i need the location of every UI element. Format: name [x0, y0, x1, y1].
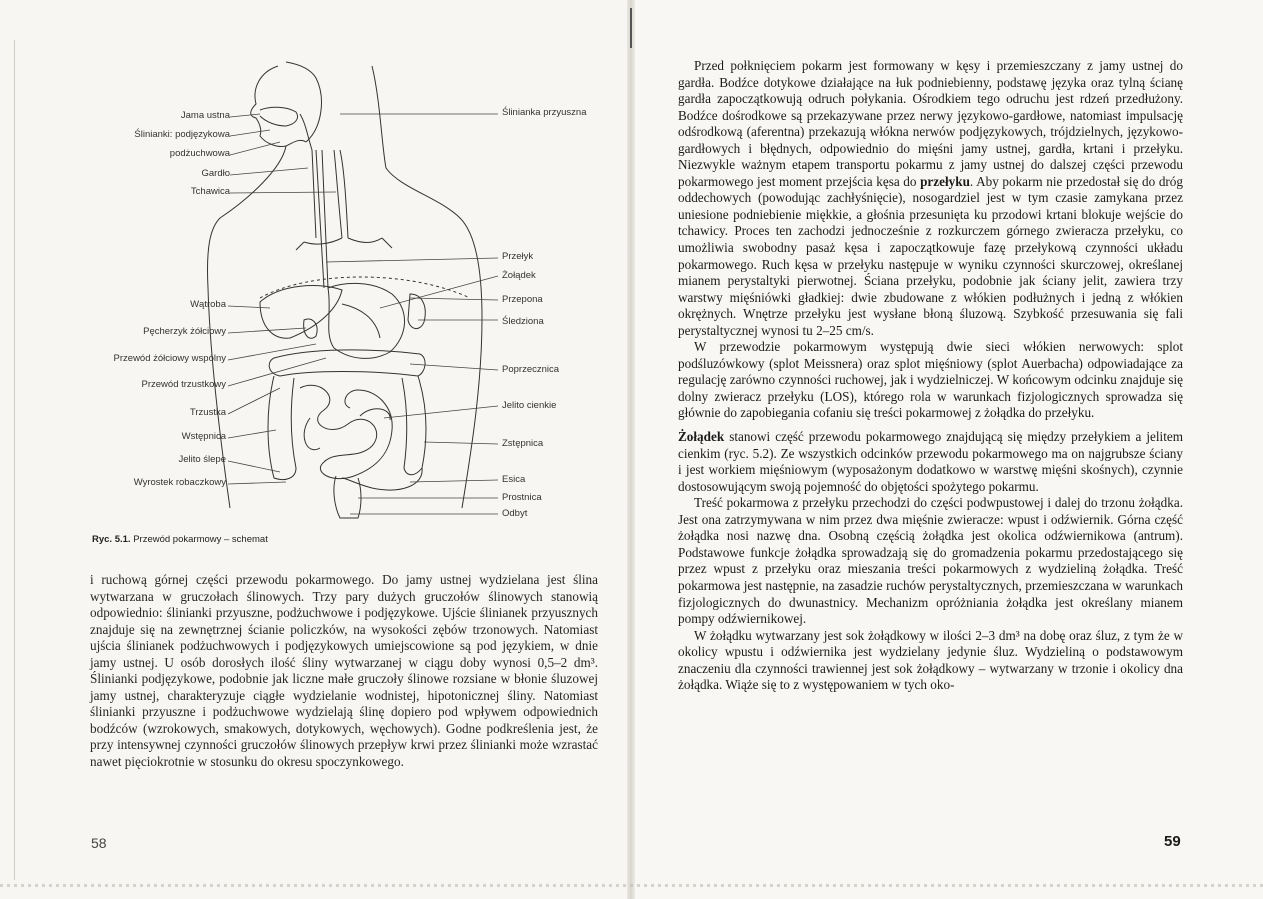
- mouth-cavity: [260, 107, 298, 126]
- term-zoladek: Żołądek: [678, 429, 725, 445]
- left-paragraph: i ruchową górnej części przewodu pokarmowego. Do jamy ustnej wydzielana jest ślina wytwarzana w gruczołach ślinowych. Trzy pary dużych gruczołów ślinowych stanowią odpowiednio: ślinianki przyuszne, podżuchwowe i podjęzykowe. Ujście ślinianek przyusznych znajduje się na zewnętrznej ścianie policzków, na wysokości zębów trzonowych. Natomiast ujścia ślinianek podżuchwowych i podjęzykowych umiejscowione są pod językiem, w dnie jamy ustnej. U osób dorosłych ilość śliny wytwarzanej w ciągu doby wynosi 0,5–2 dm³. Ślinianki podjęzykowe, podobnie jak liczne małe gruczoły ślinowe rozsiane w błonie śluzowej jamy ustnej, charakteryzuje ciągłe wydzielanie wodnistej, hipotonicznej śliny. Natomiast ślinianki przyuszne i podżuchwowe wydzielają ślinę dopiero pod wpływem odpowiednich bodźców (wzrokowych, smakowych, dotykowych, węchowych). Godne podkreślenia jest, że przy intensywnej czynności gruczołów ślinowych przepływ krwi przez ślinianki może wzrastać nawet pięciokrotnie w stosunku do okresu spoczynkowego.: [90, 572, 598, 770]
- trachea: [334, 150, 342, 238]
- descending-colon: [402, 376, 426, 475]
- rectum: [334, 476, 361, 518]
- small-intestine: [300, 385, 392, 478]
- label-pecherzyk-zolciowy: Pęcherzyk żółciowy: [143, 326, 226, 337]
- label-esica: Esica: [502, 474, 526, 485]
- neck-right: [372, 66, 482, 318]
- label-odbyt: Odbyt: [502, 508, 528, 519]
- caption-text: Przewód pokarmowy – schemat: [133, 534, 268, 545]
- label-trzustka: Trzustka: [189, 407, 226, 418]
- label-sledziona: Śledziona: [502, 316, 544, 327]
- bronchi: [296, 238, 392, 250]
- esophagus: [316, 150, 328, 288]
- digestive-system-figure: [110, 58, 610, 528]
- stomach: [328, 283, 405, 358]
- scan-bottom-noise: [0, 884, 1263, 887]
- right-page-body: [678, 58, 1183, 694]
- book-gutter: [627, 0, 635, 899]
- label-poprzecznica: Poprzecznica: [502, 364, 560, 375]
- paragraph-nerve-plexus: W przewodzie pokarmowym występują dwie sieci włókien nerwowych: splot podśluzówkowy (splot Meissnera) oraz splot mięśniowy (splot Auerbacha) odpowiadające za regulację zarówno czynności ruchowej, jak i wydzielniczej. W końcowym odcinku znajduje się dolny zwieracz przełyku (LOS), którego rola w warunkach fizjologicznych sprowadza się głównie do zapobiegania cofaniu się treści pokarmowej z żołądka do przełyku.: [678, 339, 1183, 421]
- paragraph-swallowing-part1: Przed połknięciem pokarm jest formowany w kęsy i przemieszczany z jamy ustnej do gardła. Bodźce dotykowe działające na łuk podniebienny, podstawę języka oraz tylną ścianę gardła zapoczątkowują odruch połykania. Ośrodkiem tego odruchu jest rdzeń przedłużony. Bodźce dośrodkowe są przekazywane przez nerwy językowo-gardłowe, natomiast impulsację odśrodkową (aferentna) przekazują włókna nerwów podjęzykowych, trójdzielnych, językowo-gardłowych i błędnych, odpowiednio do mięśni jamy ustnej, gardła, krtani i przełyku. Niezwykle ważnym etapem transportu pokarmu z jamy ustnej do dalszej części przewodu pokarmowego jest moment przejścia kęsa do: [678, 58, 1183, 189]
- label-zoladek: Żołądek: [502, 270, 536, 281]
- label-wyrostek-robaczkowy: Wyrostek robaczkowy: [133, 477, 226, 488]
- left-leaders: [228, 114, 336, 484]
- scan-edge-line: [14, 40, 15, 880]
- page-number-left: 58: [91, 835, 107, 851]
- paragraph-swallowing: [678, 58, 1183, 339]
- gallbladder: [304, 319, 317, 338]
- skull-outline: [286, 62, 321, 142]
- label-watroba: Wątroba: [190, 299, 226, 310]
- abdomen-right: [462, 318, 482, 508]
- label-gardlo: Gardło: [201, 168, 230, 179]
- label-przewod-zolciowy-wspolny: Przewód żółciowy wspólny: [113, 353, 226, 364]
- paragraph-stomach: [678, 429, 1183, 495]
- label-slinianka-przyuszna: Ślinianka przyuszna: [502, 107, 587, 118]
- sigmoid-colon: [342, 468, 422, 490]
- paragraph-swallowing-part2: . Aby pokarm nie przedostał się do dróg oddechowych (powodując zachłyśnięcie), nosogardziel jest w tym czasie zamykana przez uniesione podniebienie miękkie, a głośnia przesunięta ku przodowi krtani blokuje wejście do tchawicy. Proces ten zachodzi jednocześnie z rozkurczem górnego zwieracza przełyku, co umożliwia swobodny pasaż kęsa i zapoczątkowuje fazę przełykową czynności układu pokarmowego. Ruch kęsa w przełyku następuje w wyniku czynności skurczowej, określanej mianem perystaltyki pierwotnej. Ściana przełyku, podobnie jak ściany jelit, zawiera trzy warstwy mięśniówki gładkiej: dwie zbudowane z włókien podłużnych i jedną z włókien okrężnych. Wnętrze przełyku jest wysłane błoną śluzową. Szybkość przesuwania się fali perystaltycznej wynosi tu 2–25 cm/s.: [678, 173, 1183, 338]
- label-wstepnica: Wstępnica: [181, 431, 226, 442]
- label-prostnica: Prostnica: [502, 492, 542, 503]
- head-outline: [251, 66, 306, 147]
- gutter-mark: [630, 8, 632, 48]
- page-number-right: 59: [1164, 833, 1181, 850]
- term-przelyk: przełyku: [920, 173, 970, 189]
- paragraph-gastric-juice: W żołądku wytwarzany jest sok żołądkowy w ilości 2–3 dm³ na dobę oraz śluz, z tym że w okolicy wpustu i odźwiernika jest wydzielany jedynie śluz. Wydzieliną o podstawowym znaczeniu dla czynności trawiennej jest sok żołądkowy – wytwarzany w trzonie i okolicy dna żołądka. Wiąże się to z występowaniem w tych oko-: [678, 627, 1183, 693]
- label-slinianki-podjezykowa: Ślinianki: podjęzykowa: [134, 129, 230, 140]
- label-przewod-trzustkowy: Przewód trzustkowy: [141, 379, 226, 390]
- label-tchawica: Tchawica: [190, 186, 230, 197]
- label-jama-ustna: Jama ustna: [180, 110, 230, 121]
- figure-caption: [92, 534, 268, 545]
- label-jelito-cienkie: Jelito cienkie: [502, 400, 557, 411]
- label-zstepnica: Zstępnica: [502, 438, 544, 449]
- caption-number: Ryc. 5.1.: [92, 534, 131, 545]
- label-przepona: Przepona: [502, 294, 543, 305]
- label-podzuchwowa: podżuchwowa: [169, 148, 230, 159]
- label-przelyk: Przełyk: [502, 251, 534, 262]
- paragraph-stomach-function: Treść pokarmowa z przełyku przechodzi do części podwpustowej i dalej do trzonu żołądka. Jest ona zatrzymywana w nim przez dwa mięśnie zwieracze: wpust i odźwiernik. Górna część żołądka nosi nazwę dna. Osobną częścią żołądka jest okolica odźwiernikowa (antrum). Podstawowe funkcje żołądka sprowadzają się do gromadzenia pokarmu przedostającego się przez wpust z przełyku oraz mieszania treści pokarmowych z wydzieliną żołądka. Treść pokarmowa jest następnie, na zasadzie ruchów perystaltycznych, przemieszczana w warunkach fizjologicznych do dwunastnicy. Mechanizm opróżniania żołądka jest określany mianem pompy odźwiernikowej.: [678, 495, 1183, 627]
- paragraph-stomach-text: stanowi część przewodu pokarmowego znajdującą się między przełykiem a jelitem cienkim (ryc. 5.2). Ze wszystkich odcinków przewodu pokarmowego ma on najgrubsze ściany i jest workiem mięśniowym (wyposażonym dodatkowo w warstwę mięśni skośnych), czynnie dostosowującym swoją pojemność do objętości spożytego pokarmu.: [678, 429, 1183, 494]
- spleen: [408, 294, 425, 329]
- transverse-colon: [269, 350, 425, 376]
- left-page-body: [90, 572, 598, 771]
- abdomen-left: [208, 288, 230, 508]
- label-jelito-slepe: Jelito ślepe: [178, 454, 226, 465]
- stomach-fold: [342, 304, 380, 338]
